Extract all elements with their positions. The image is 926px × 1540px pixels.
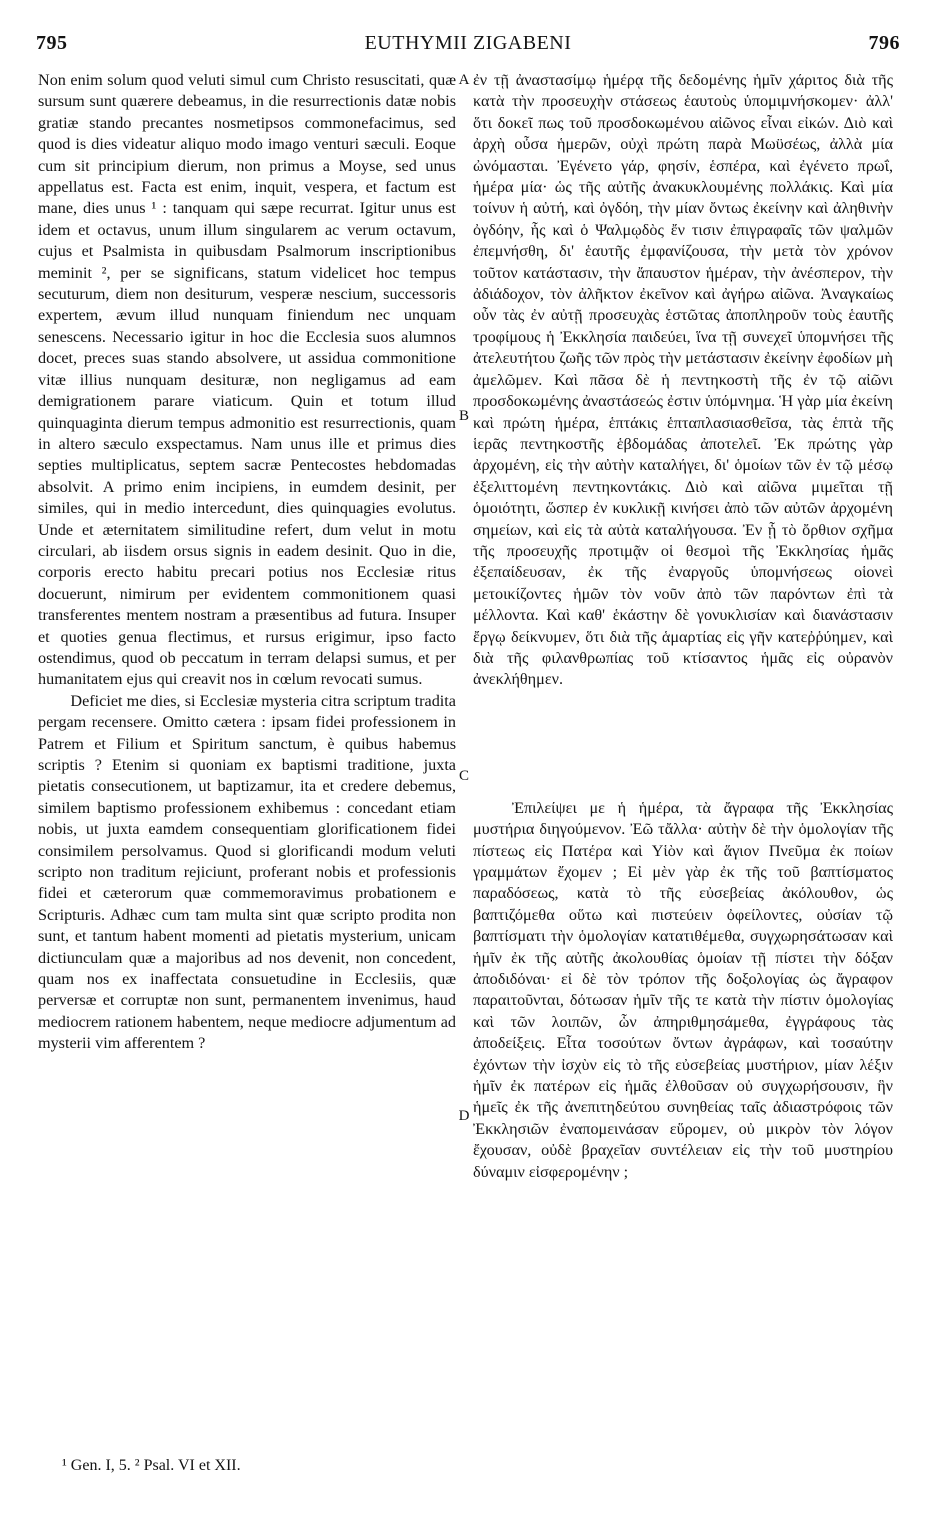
- greek-paragraph-1: ἐν τῇ ἀναστασίμῳ ἡμέρᾳ τῆς δεδομένης ἡμῖν χάριτος διὰ τῆς κατὰ τὴν προσευχὴν στάσεως ἑαυτοὺς ὑπομιμνήσκομεν· ἀλλ' ὅτι δοκεῖ πως τοῦ προσδοκωμένου αἰῶνος εἶναι εἰκών. Διὸ καὶ ἀρχὴ οὖσα ἡμερῶν, οὐχὶ πρώτη παρὰ Μωϋσέως, ἀλλὰ μία ὠνόμασται. Ἐγένετο γάρ, φησίν, ἑσπέρα, καὶ ἐγένετο πρωΐ, ἡμέρα μία· ὡς τῆς αὐτῆς ἀνακυκλουμένης πολλάκις. Καὶ μία τοίνυν ἡ αὐτή, καὶ ὀγδόη, τὴν μίαν ὄντως ἐκείνην καὶ ἀληθινὴν ὀγδόην, ἧς καὶ ὁ Ψαλμῳδὸς ἔν τισιν ἐπιγραφαῖς τῶν ψαλμῶν ἐπεμνήσθη, δι' ἑαυτῆς ἐμφανίζουσα, τὴν μετὰ τὸν χρόνον τοῦτον κατάστασιν, τὴν ἄπαυστον ἡμέραν, τὴν ἀνέσπερον, τὴν ἀδιάδοχον, τὸν ἀλῆκτον ἐκεῖνον καὶ ἀγήρω αἰῶνα. Ἀναγκαίως οὖν τὰς ἐν αὐτῇ προσευχὰς ἑστῶτας ἀποπληροῦν τοὺς ἑαυτῆς τροφίμους ἡ Ἐκκλησία παιδεύει, ἵνα τῇ συνεχεῖ ὑπομνήσει τῆς ἀτελευτήτου ζωῆς τῶν πρὸς τὴν μετάστασιν ἐκείνην ἐφοδίων μὴ ἀμελῶμεν. Καὶ πᾶσα δὲ ἡ πεντηκοστὴ τῆς ἐν τῷ αἰῶνι προσδοκωμένης ἀναστάσεώς ἐστιν ὑπόμνημα. Ἡ γὰρ μία ἐκείνη καὶ πρώτη ἡμέρα, ἑπτάκις ἑπταπλασιασθεῖσα, τὰς ἑπτὰ τῆς ἱερᾶς πεντηκοστῆς ἑβδομάδας ἀποτελεῖ. Ἐκ πρώτης γὰρ ἀρχομένη, εἰς τὴν αὐτὴν καταλήγει, δι' ὁμοίων τῶν ἐν τῷ μέσῳ ἐξελιττομένη πεντηκοντάκις. Διὸ καὶ αἰῶνα μιμεῖται τῇ ὁμοιότητι, ὥσπερ ἐν κυκλικῇ κινήσει ἀπὸ τῶν αὐτῶν ἀρχομένη σημείων, καὶ εἰς τὰ αὐτὰ καταλήγουσα. Ἐν ᾗ τὸ ὄρθιον σχῆμα τῆς προσευχῆς προτιμᾷν οἱ θεσμοὶ τῆς Ἐκκλησίας ἡμᾶς ἐξεπαίδευσαν, ἐκ τῆς ἐναργοῦς ὑπομνήσεως οἱονεὶ μετοικίζοντες ἡμῶν τὸν νοῦν ἀπὸ τῶν παρόντων ἐπὶ τὰ μέλλοντα. Καὶ καθ' ἑκάστην δὲ γονυκλισίαν καὶ διανάστασιν ἔργῳ δείκνυμεν, ὅτι διὰ τῆς ἁμαρτίας εἰς γῆν κατεῤῥύημεν, καὶ διὰ τῆς φιλανθρωπίας τοῦ κτίσαντος ἡμᾶς εἰς οὐρανὸν ἀνεκλήθημεν.: [473, 71, 893, 689]
- latin-paragraph-1: Non enim solum quod veluti simul cum Christo resuscitati, quæ sursum sunt quærere debeamus, in die resurrectionis datæ nobis gratiæ stando precantes nosmetipsos commonefacimus, sed quod is dies videatur aliquo modo imago venturi sæculi. Eoque cum sit principium dierum, non primus a Moyse, sed unus appellatus est. Facta est enim, inquit, vespera, et factum est mane, dies unus ¹ : tanquam qui sæpe recurrat. Igitur unus est idem et octavus, unum illum singularem ac verum octavum, cujus et Psalmista in quibusdam Psalmorum inscriptionibus meminit ², per se significans, statum videlicet hoc tempus secuturum, diem non desiturum, vesperæ nescium, successoris expertem, ævum illud nunquam finiendum nec unquam senescens. Necessario igitur in hoc die Ecclesia suos alumnos docet, preces suas stando absolvere, ut assidua commonitione vitæ illius nunquam desituræ, non negligamus ad eam demigrationem parare viaticum. Quin et totum illud quinquaginta dierum tempus admonitio est resurrectionis, quam in altero sæculo exspectamus. Nam unus ille et primus dies septies multiplicatus, septem sacræ Pentecostes hebdomadas absolvit. A primo enim incipiens, in eumdem desinit, per similes, qui in medio intercedunt, dies quinquagies evolutus. Unde et æternitatem similitudine refert, dum velut in motu circulari, ab iisdem orsus signis in eadem desinit. Quo in die, corporis erecto habitu precari potius nos Ecclesiæ ritus docuerunt, nimirum per evidentem commonitionem quasi transferentes mentem nostram a præsentibus ad futura. Insuper et quoties genua flectimus, et rursus erigimur, ipso facto ostendimus, quod ob peccatum in terram delapsi sumus, et per humanitatem ejus qui creavit nos in cœlum revocati sumus.: [38, 71, 456, 689]
- footnotes: ¹ Gen. I, 5. ² Psal. VI et XII.: [62, 1457, 241, 1474]
- running-title: EUTHYMII ZIGABENI: [364, 32, 572, 54]
- margin-marker-b: B: [458, 408, 469, 424]
- running-header: [36, 32, 900, 62]
- margin-marker-c: C: [458, 768, 469, 784]
- greek-paragraph-2: Ἐπιλείψει με ἡ ἡμέρα, τὰ ἄγραφα τῆς Ἐκκλησίας μυστήρια διηγούμενον. Ἐῶ τἄλλα· αὐτὴν δὲ τὴν ὁμολογίαν τῆς πίστεως εἰς Πατέρα καὶ Υἱὸν καὶ ἅγιον Πνεῦμα ἐκ ποίων γραμμάτων ἔχομεν ; Εἰ μὲν γὰρ ἐκ τῆς τοῦ βαπτίσματος παραδόσεως, κατὰ τὸ τῆς εὐσεβείας ἀκόλουθον, ὡς βαπτιζόμεθα οὕτω καὶ πιστεύειν ὀφείλοντες, οὐσίαν τῷ βαπτίσματι τὴν ὁμολογίαν κατατιθέμεθα, συγχωρησάτωσαν καὶ ἡμῖν ἐκ τῆς αὐτῆς ἀκολουθίας ὁμοίαν τῇ πίστει τὴν δόξαν ἀποδιδόναι· εἰ δὲ τὸν τρόπον τῆς δοξολογίας ὡς ἄγραφον παραιτοῦνται, δότωσαν ἡμῖν τῆς τε κατὰ τὴν πίστιν ὁμολογίας καὶ τῶν λοιπῶν, ὧν ἀπηριθμησάμεθα, ἐγγράφους τὰς ἀποδείξεις. Εἶτα τοσούτων ὄντων ἀγράφων, καὶ τοσαύτην ἐχόντων τὴν ἰσχὺν εἰς τὸ τῆς εὐσεβείας μυστήριον, μίαν λέξιν ἡμῖν ἐκ πατέρων εἰς ἡμᾶς ἐλθοῦσαν οὐ συγχωρήσουσιν, ἣν ἡμεῖς ἐκ τῆς ἀνεπιτηδεύτου συνηθείας ταῖς ἀδιαστρόφοις τῶν Ἐκκλησιῶν ἐναπομεινάσαν εὕρομεν, οὐ μικρὸν τὸν λόγον ἔχουσαν, οὐδὲ βραχεῖαν συντέλειαν εἰς τὴν τοῦ μυστηρίου δύναμιν εἰσφερομένην ;: [473, 798, 893, 1181]
- page-number-right: 796: [868, 32, 900, 54]
- page-number-left: 795: [36, 32, 68, 54]
- latin-paragraph-2: Deficiet me dies, si Ecclesiæ mysteria citra scriptum tradita pergam recensere. Omitto cætera : ipsam fidei professionem in Patrem et Filium et Spiritum sanctum, è quibus habemus scriptis ? Etenim si quoniam ex baptismi traditione, juxta pietatis consecutionem, ut baptizamur, ita et credere debemus, similem baptismo professionem exhibemus : concedant etiam nobis, ut juxta eamdem consequentiam glorificationem fidei consimilem persolvamus. Quod si glorificandi modum veluti scripto non traditum rejiciunt, proferant nobis et professionis fidei et cæterorum quæ commemoravimus probationem e Scripturis. Adhæc cum tam multa sint quæ scripto prodita non sunt, et tantum habent momenti ad pietatis mysterium, unicam dictiunculam quæ a majoribus ad nos devenit, non concedent, quam nos ex inaffectata consuetudine in Ecclesiis, quæ perversæ et corruptæ non sunt, permanentem invenimus, haud mediocrem rationem habentem, neque mediocre adjumentum ad mysterii vim afferentem ?: [38, 691, 456, 1053]
- latin-column: [38, 70, 456, 1055]
- greek-column: [473, 70, 893, 1183]
- margin-marker-a: A: [458, 72, 470, 88]
- margin-marker-d: D: [458, 1108, 470, 1124]
